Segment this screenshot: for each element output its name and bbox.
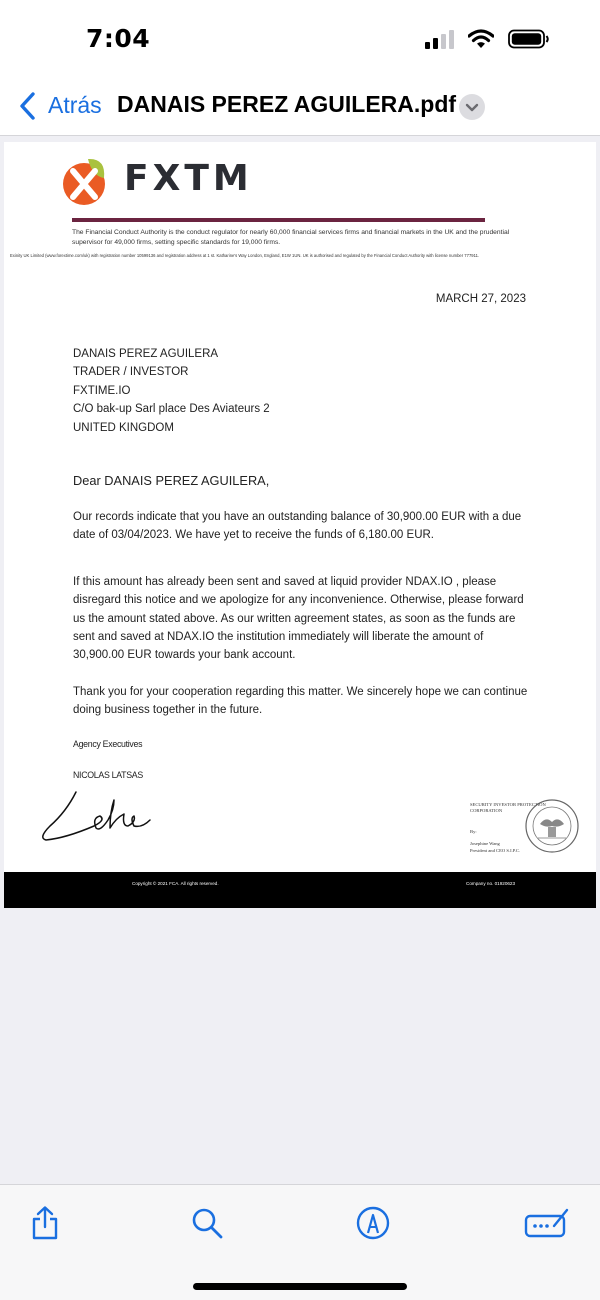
fxtm-logo-icon bbox=[62, 156, 112, 206]
sipc-by: By: bbox=[470, 829, 477, 834]
footer-company-number: Company no. 01920623 bbox=[466, 881, 516, 886]
sipc-signatory: Josephine Wang President and CEO S.I.P.C. bbox=[470, 841, 521, 853]
page-footer bbox=[4, 872, 596, 908]
footer-copyright: Copyright © 2021 FCA. All rights reserved. bbox=[132, 881, 219, 886]
wifi-icon bbox=[468, 29, 494, 49]
recipient-address bbox=[73, 345, 270, 437]
agency-label: Agency Executives bbox=[73, 739, 143, 749]
navigation-bar bbox=[0, 80, 600, 136]
handwritten-signature bbox=[36, 782, 156, 844]
battery-icon bbox=[508, 29, 550, 49]
cellular-signal-icon bbox=[425, 29, 454, 49]
letter-paragraph: Thank you for your cooperation regarding this matter. We sincerely hope we can continue doing business together in the future. bbox=[73, 686, 528, 717]
brand-wordmark: FXTM bbox=[124, 158, 253, 199]
fca-note: The Financial Conduct Authority is the conduct regulator for nearly 60,000 financial services firms and financial markets in the UK and the prudential supervisor for 49,000 firms, setting specific standards for 19,000 firms. bbox=[72, 229, 510, 246]
pdf-page[interactable] bbox=[4, 142, 596, 908]
back-chevron-icon[interactable] bbox=[16, 90, 40, 122]
title-menu-button[interactable] bbox=[459, 94, 485, 120]
address-line: UNITED KINGDOM bbox=[73, 421, 174, 434]
header-rule bbox=[72, 218, 485, 222]
sipc-seal-block bbox=[470, 802, 580, 866]
bottom-toolbar bbox=[0, 1184, 600, 1300]
status-icons bbox=[425, 29, 550, 49]
status-bar bbox=[0, 0, 600, 80]
address-line: TRADER / INVESTOR bbox=[73, 366, 189, 379]
letter-date: MARCH 27, 2023 bbox=[435, 293, 526, 305]
address-line: DANAIS PEREZ AGUILERA bbox=[73, 348, 219, 360]
share-icon[interactable] bbox=[28, 1205, 62, 1241]
document-title[interactable]: DANAIS PEREZ AGUILERA.pdf bbox=[117, 91, 457, 117]
signer-name: NICOLAS LATSAS bbox=[73, 770, 143, 780]
official-seal-icon bbox=[524, 798, 580, 854]
markup-icon[interactable] bbox=[356, 1205, 390, 1241]
letter-paragraph: Our records indicate that you have an outstanding balance of 30,900.00 EUR with a due date of 03/04/2023. We have yet to receive the funds of 6,180.00 EUR. bbox=[73, 511, 522, 542]
chevron-down-icon bbox=[459, 94, 485, 120]
back-button[interactable]: Atrás bbox=[48, 92, 102, 118]
letter-paragraph: If this amount has already been sent and saved at liquid provider NDAX.IO , please disregard this notice and we apologize for any inconvenience. Otherwise, please forward us the amount stated above. As our written agreement states, as soon as the funds are sent and saved at NDAX.IO the institution immediately will liberate the amount of 30,900.00 EUR towards your bank account. bbox=[73, 576, 524, 662]
address-line: FXTIME.IO bbox=[73, 384, 131, 397]
form-fill-icon[interactable] bbox=[524, 1205, 570, 1241]
address-line: C/O bak-up Sarl place Des Aviateurs 2 bbox=[73, 403, 270, 416]
letter-greeting: Dear DANAIS PEREZ AGUILERA, bbox=[73, 473, 270, 488]
brand-logo bbox=[62, 156, 253, 206]
home-indicator[interactable] bbox=[193, 1283, 407, 1290]
status-time: 7:04 bbox=[86, 24, 151, 53]
sipc-organization: SECURITY INVESTOR PROTECTION CORPORATION bbox=[470, 802, 546, 813]
legal-line: Exinity UK Limited (www.forextime.com/uk) with registration number 10599136 and registration address at 1 st. Katharine's Way London, England, E1W 1UN. UK is authorised and regulated by the Financial Conduct Authority with license number 777911. bbox=[10, 253, 480, 258]
search-icon[interactable] bbox=[190, 1205, 224, 1241]
